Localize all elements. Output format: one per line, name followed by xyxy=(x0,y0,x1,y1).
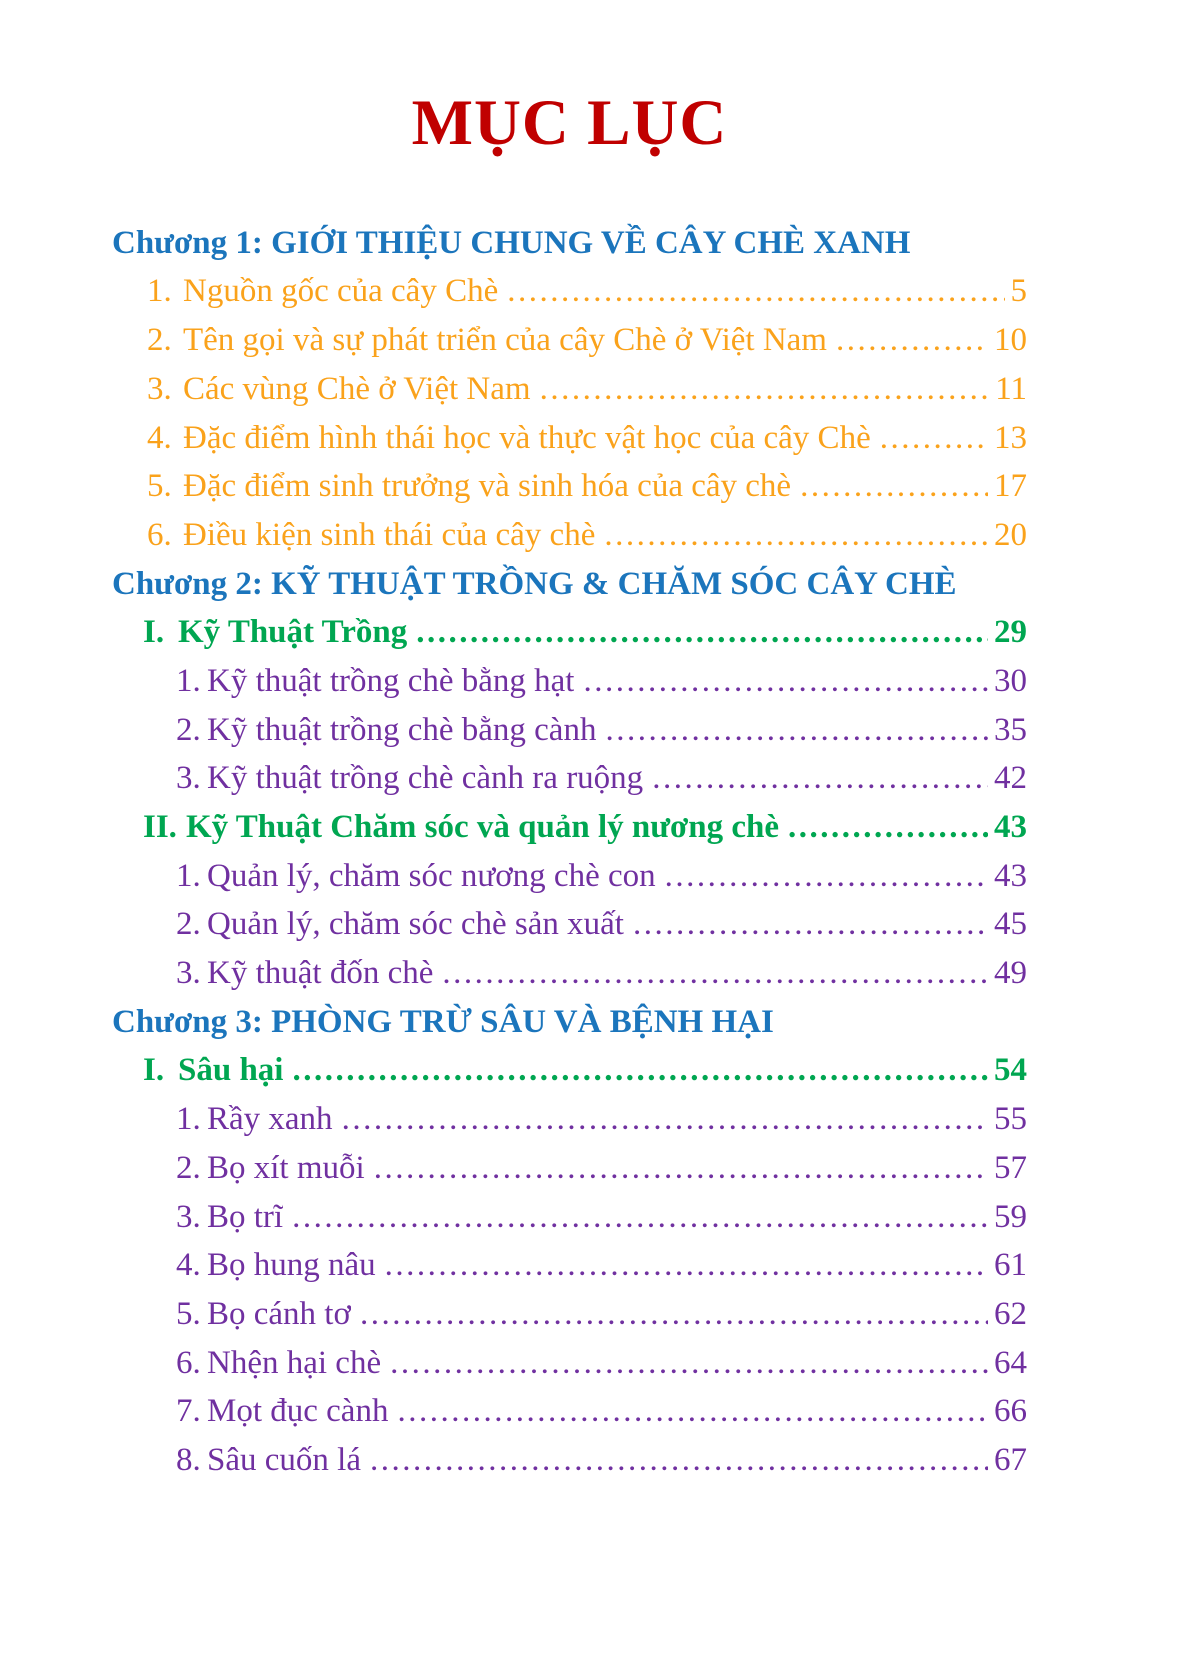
toc-entry-number: 8. xyxy=(176,1441,201,1478)
toc-row xyxy=(112,462,1027,511)
page-title: MỤC LỤC xyxy=(411,87,728,159)
toc-entry-number: 1. xyxy=(176,857,201,894)
toc-entry-page: 62 xyxy=(994,1295,1027,1332)
toc-entry-label: Nguồn gốc của cây Chè xyxy=(183,273,499,310)
toc-entry-number: 2. xyxy=(176,906,201,943)
toc-entry-number: 3. xyxy=(176,760,201,797)
toc-entry-label: Nhện hại chè xyxy=(207,1344,382,1381)
dot-leader xyxy=(605,706,988,755)
toc-row xyxy=(112,267,1027,316)
toc-entry-label: Đặc điểm hình thái học và thực vật học của cây Chè xyxy=(183,419,871,456)
toc-entry-label: Tên gọi và sự phát triển của cây Chè ở Việt Nam xyxy=(183,322,827,359)
toc-entry-number: 6. xyxy=(176,1344,201,1381)
toc-entry-number: 2. xyxy=(176,711,201,748)
dot-leader xyxy=(788,803,988,852)
dot-leader xyxy=(583,657,988,706)
toc-entry-page: 49 xyxy=(994,955,1027,992)
dot-leader xyxy=(633,900,988,949)
toc-entry-page: 10 xyxy=(994,322,1027,359)
toc-row xyxy=(112,365,1027,414)
dot-leader xyxy=(370,1436,988,1485)
toc-entry-page: 30 xyxy=(994,662,1027,699)
toc-entry-label: Kỹ thuật trồng chè bằng cành xyxy=(207,711,597,748)
toc-row xyxy=(112,511,1027,560)
toc-entry-number: 5. xyxy=(176,1295,201,1332)
toc-entry-number: 2. xyxy=(176,1149,201,1186)
toc-entry-number: 7. xyxy=(176,1393,201,1430)
toc-row xyxy=(112,657,1027,706)
toc-entry-number: 6. xyxy=(147,516,172,553)
toc-entry-page: 59 xyxy=(994,1198,1027,1235)
toc-row xyxy=(112,1387,1027,1436)
toc-entry-label: Chương 3: PHÒNG TRỪ SÂU VÀ BỆNH HẠI xyxy=(112,1003,774,1040)
toc-chapter-2-heading xyxy=(112,560,1027,609)
toc-entry-number: 1. xyxy=(176,662,201,699)
toc-entry-page: 20 xyxy=(994,516,1027,553)
toc-entry-label: Sâu cuốn lá xyxy=(207,1441,361,1478)
toc-entry-page: 54 xyxy=(994,1052,1027,1089)
toc-row xyxy=(112,414,1027,463)
toc-entry-page: 45 xyxy=(994,906,1027,943)
dot-leader xyxy=(540,365,990,414)
toc-section-row xyxy=(112,1046,1027,1095)
dot-leader xyxy=(836,316,988,365)
table-of-contents xyxy=(112,219,1027,1485)
toc-entry-number: 3. xyxy=(176,955,201,992)
dot-leader xyxy=(374,1144,988,1193)
toc-row xyxy=(112,1193,1027,1242)
toc-row xyxy=(112,852,1027,901)
toc-entry-label: Điều kiện sinh thái của cây chè xyxy=(183,516,596,553)
toc-entry-page: 35 xyxy=(994,711,1027,748)
toc-row xyxy=(112,754,1027,803)
toc-entry-page: 57 xyxy=(994,1149,1027,1186)
toc-entry-page: 13 xyxy=(994,419,1027,456)
dot-leader xyxy=(385,1241,988,1290)
toc-entry-number: 1. xyxy=(176,1101,201,1138)
toc-entry-page: 43 xyxy=(994,809,1027,845)
toc-entry-label: Kỹ thuật trồng chè cành ra ruộng xyxy=(207,760,644,797)
toc-row xyxy=(112,1290,1027,1339)
toc-entry-number: I. xyxy=(143,1052,165,1089)
toc-entry-label: Bọ xít muỗi xyxy=(207,1149,365,1186)
dot-leader xyxy=(652,754,988,803)
toc-entry-label: Chương 2: KỸ THUẬT TRỒNG & CHĂM SÓC CÂY CHÈ xyxy=(112,565,957,602)
toc-entry-page: 61 xyxy=(994,1247,1027,1284)
dot-leader xyxy=(390,1339,988,1388)
toc-section-row xyxy=(112,608,1027,657)
toc-entry-label: Bọ trĩ xyxy=(207,1198,284,1235)
toc-entry-number: II. xyxy=(143,809,177,845)
toc-entry-number: 3. xyxy=(147,370,172,407)
toc-entry-label: Kỹ thuật đốn chè xyxy=(207,955,434,992)
toc-entry-page: 43 xyxy=(994,857,1027,894)
dot-leader xyxy=(342,1095,988,1144)
toc-entry-number: 3. xyxy=(176,1198,201,1235)
toc-entry-label: Bọ cánh tơ xyxy=(207,1295,351,1332)
toc-entry-label: Rầy xanh xyxy=(207,1101,333,1138)
toc-entry-number: 5. xyxy=(147,468,172,505)
dot-leader xyxy=(292,1046,988,1095)
toc-entry-label: Kỹ Thuật Trồng xyxy=(178,614,408,651)
toc-row xyxy=(112,949,1027,998)
toc-row xyxy=(112,1095,1027,1144)
toc-chapter-3-heading xyxy=(112,998,1027,1047)
toc-entry-label: Các vùng Chè ở Việt Nam xyxy=(183,370,531,407)
dot-leader xyxy=(507,267,1004,316)
toc-entry-number: 2. xyxy=(147,322,172,359)
toc-entry-page: 5 xyxy=(1010,273,1027,310)
dot-leader xyxy=(604,511,988,560)
toc-entry-label: Quản lý, chăm sóc nương chè con xyxy=(207,857,656,894)
toc-entry-number: 4. xyxy=(176,1247,201,1284)
toc-entry-label: Chương 1: GIỚI THIỆU CHUNG VỀ CÂY CHÈ XANH xyxy=(112,224,911,261)
toc-entry-label: Kỹ Thuật Chăm sóc và quản lý nương chè xyxy=(185,809,780,845)
dot-leader xyxy=(360,1290,988,1339)
toc-entry-page: 29 xyxy=(994,614,1027,651)
toc-entry-page: 64 xyxy=(994,1344,1027,1381)
toc-row xyxy=(112,1436,1027,1485)
toc-entry-page: 11 xyxy=(995,370,1027,407)
toc-row xyxy=(112,1144,1027,1193)
toc-entry-label: Đặc điểm sinh trưởng và sinh hóa của cây chè xyxy=(183,468,792,505)
toc-row xyxy=(112,1339,1027,1388)
toc-entry-page: 42 xyxy=(994,760,1027,797)
dot-leader xyxy=(292,1193,988,1242)
dot-leader xyxy=(397,1387,988,1436)
toc-entry-page: 55 xyxy=(994,1101,1027,1138)
toc-row xyxy=(112,1241,1027,1290)
dot-leader xyxy=(880,414,988,463)
toc-row xyxy=(112,316,1027,365)
toc-entry-label: Bọ hung nâu xyxy=(207,1247,376,1284)
dot-leader xyxy=(665,852,988,901)
dot-leader xyxy=(800,462,988,511)
toc-entry-label: Sâu hại xyxy=(178,1052,284,1089)
toc-section-row xyxy=(112,803,1027,852)
toc-entry-page: 67 xyxy=(994,1441,1027,1478)
dot-leader xyxy=(442,949,988,998)
toc-entry-page: 66 xyxy=(994,1393,1027,1430)
toc-entry-label: Quản lý, chăm sóc chè sản xuất xyxy=(207,906,624,943)
toc-entry-label: Mọt đục cành xyxy=(207,1393,389,1430)
toc-entry-number: 4. xyxy=(147,419,172,456)
dot-leader xyxy=(416,608,988,657)
toc-row xyxy=(112,900,1027,949)
toc-entry-label: Kỹ thuật trồng chè bằng hạt xyxy=(207,662,575,699)
toc-entry-number: 1. xyxy=(147,273,172,310)
toc-row xyxy=(112,706,1027,755)
toc-entry-number: I. xyxy=(143,614,165,651)
toc-entry-page: 17 xyxy=(994,468,1027,505)
toc-chapter-1-heading xyxy=(112,219,1027,268)
